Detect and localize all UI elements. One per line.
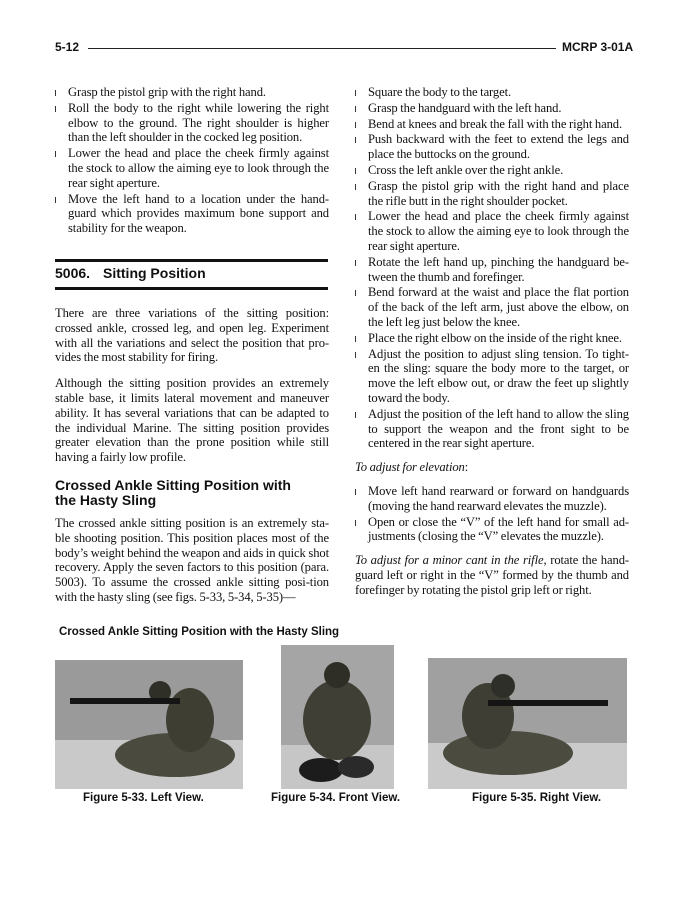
left-bullet-list <box>55 85 329 237</box>
list-item <box>355 515 629 545</box>
item-text: Roll the body to the right while lowering the right elbow to the ground. The right shoulder is higher than the left shoulder in the cocked leg position. <box>68 100 329 145</box>
section-number: 5006. <box>55 265 91 281</box>
list-item <box>355 117 629 132</box>
section-heading <box>55 259 328 290</box>
marine-front-view-image <box>281 645 394 789</box>
paragraph: Although the sitting position provides an extremely stable base, it limits lateral movement and maneuver ability. It has several variations that can be adapted to the individual Marine. The sitting position provides greater elevation than the prone position while still having a fairly low profile. <box>55 376 329 465</box>
item-text: Place the right elbow on the inside of the right knee. <box>368 330 622 345</box>
list-item <box>55 85 329 100</box>
figure-5-34-photo <box>281 645 394 789</box>
item-text: Lower the head and place the cheek firmly against the stock to allow the aiming eye to look through the rear sight aperture. <box>68 146 329 190</box>
cant-text: , rotate the hand-guard left or right in the “V” formed by the thumb and forefinger by rotating the pistol grip left or right. <box>355 553 629 597</box>
figure-5-35-caption: Figure 5-35. Right View. <box>472 792 602 804</box>
list-item <box>55 101 329 145</box>
item-text: Grasp the pistol grip with the right hand and place the rifle butt in the right shoulder pocket. <box>368 178 629 208</box>
publication-id: MCRP 3-01A <box>562 40 634 54</box>
list-item <box>355 101 629 116</box>
list-item <box>355 484 629 514</box>
paragraph: There are three variations of the sitting position: crossed ankle, crossed leg, and open leg. Experiment with all the variations and select the position that pro-vides the most stability for firing. <box>55 306 329 365</box>
list-item <box>355 255 629 285</box>
section-body <box>55 306 329 605</box>
page-number: 5-12 <box>55 40 80 54</box>
list-item <box>55 146 329 190</box>
list-item <box>355 407 629 451</box>
list-item <box>355 331 629 346</box>
item-text: Bend at knees and break the fall with the right hand. <box>368 116 623 131</box>
list-item <box>355 163 629 178</box>
figure-5-33-photo <box>55 660 243 789</box>
item-text: Bend forward at the waist and place the flat portion of the back of the left arm, just above the elbow, on the left leg just below the knee. <box>368 285 629 329</box>
elevation-bullet-list <box>355 484 629 544</box>
list-item <box>355 132 629 162</box>
item-text: Move the left hand to a location under the hand-guard which provides maximum bone support and stability for the weapon. <box>68 191 329 236</box>
cant-label: To adjust for a minor cant in the rifle <box>355 553 544 568</box>
figure-title: Crossed Ankle Sitting Position with the Hasty Sling <box>59 626 340 638</box>
section-title: Sitting Position <box>103 265 206 281</box>
item-text: Open or close the “V” of the left hand for small ad-justments (closing the “V” elevates the muzzle). <box>368 514 629 544</box>
marine-right-view-image <box>428 658 627 789</box>
paragraph: The crossed ankle sitting position is an extremely sta-ble shooting position. This position places most of the body’s weight behind the weapon and aids in quick shot recovery. Apply the seven factors to this position (para. 5003). To assume the crossed ankle sitting posi-tion with the hasty sling (see figs. 5-33, 5-34, 5-35)— <box>55 515 329 604</box>
list-item <box>55 192 329 236</box>
right-column <box>355 85 629 598</box>
item-text: Push backward with the feet to extend the legs and place the buttocks on the ground. <box>368 132 629 162</box>
item-text: Lower the head and place the cheek firmly against the stock to allow the aiming eye to look through the rear sight aperture. <box>368 209 629 253</box>
elevation-label-line: To adjust for elevation: <box>355 460 469 475</box>
marine-left-view-image <box>55 660 243 789</box>
item-text: Square the body to the target. <box>368 85 512 99</box>
list-item <box>355 285 629 329</box>
header-rule <box>88 48 556 49</box>
list-item <box>355 209 629 253</box>
list-item <box>355 179 629 209</box>
right-bullet-list <box>355 85 629 451</box>
figure-5-34-caption: Figure 5-34. Front View. <box>271 792 401 804</box>
item-text: Adjust the position of the left hand to allow the sling to support the weapon and the front sight to be centered in the rear sight aperture. <box>368 406 629 451</box>
item-text: Move left hand rearward or forward on handguards (moving the hand rearward elevates the muzzle). <box>368 483 629 513</box>
item-text: Grasp the handguard with the left hand. <box>368 100 562 115</box>
list-item <box>355 85 629 100</box>
item-text: Rotate the left hand up, pinching the handguard be-tween the thumb and forefinger. <box>368 254 629 284</box>
item-text: Adjust the position to adjust sling tension. To tight-en the sling: square the body more to the target, or move the left elbow out, or draw the feet up slightly toward the body. <box>368 346 629 405</box>
figure-5-33-caption: Figure 5-33. Left View. <box>83 792 204 804</box>
elevation-label: To adjust for elevation <box>355 460 465 475</box>
cant-paragraph <box>355 553 629 597</box>
subheading: Crossed Ankle Sitting Position with the Hasty Sling <box>55 476 291 508</box>
item-text: Grasp the pistol grip with the right hand. <box>68 85 266 99</box>
list-item <box>355 347 629 406</box>
figure-5-35-photo <box>428 658 627 789</box>
item-text: Cross the left ankle over the right ankle. <box>368 162 564 177</box>
